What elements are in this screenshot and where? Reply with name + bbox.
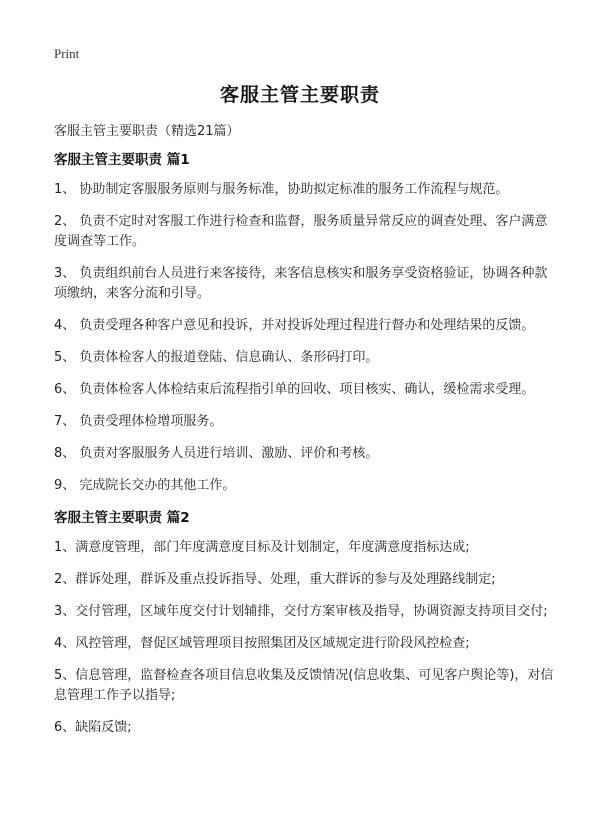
document-title: 客服主管主要职责	[219, 84, 380, 106]
list-item: 3、交付管理，区域年度交付计划辅排，交付方案审核及指导，协调资源支持项目交付;	[54, 604, 548, 619]
list-item: 3、 负责组织前台人员进行来客接待，来客信息核实和服务享受资格验证，协调各种款项缴纳，来客分流和引导。	[54, 266, 548, 301]
document-subtitle: 客服主管主要职责（精选21篇）	[54, 124, 240, 139]
print-label: Print	[54, 46, 80, 61]
section-heading: 客服主管主要职责 篇2	[54, 510, 190, 526]
section-heading: 客服主管主要职责 篇1	[54, 152, 190, 168]
list-item: 9、 完成院长交办的其他工作。	[54, 478, 236, 493]
list-item: 4、 负责受理各种客户意见和投诉，并对投诉处理过程进行督办和处理结果的反馈。	[54, 318, 535, 333]
list-item: 1、满意度管理，部门年度满意度目标及计划制定，年度满意度指标达成;	[54, 540, 470, 555]
list-item: 7、 负责受理体检增项服务。	[54, 414, 223, 429]
list-item: 6、 负责体检客人体检结束后流程指引单的回收、项目核实、确认，缓检需求受理。	[54, 382, 535, 397]
list-item: 2、群诉处理，群诉及重点投诉指导、处理，重大群诉的参与及处理路线制定;	[54, 572, 496, 587]
list-item: 5、信息管理，监督检查各项目信息收集及反馈情况(信息收集、可见客户舆论等)，对信息管理工作予以指导;	[54, 668, 554, 703]
list-item: 5、 负责体检客人的报道登陆、信息确认、条形码打印。	[54, 350, 379, 365]
list-item: 1、 协助制定客服服务原则与服务标准，协助拟定标准的服务工作流程与规范。	[54, 182, 509, 197]
list-item: 8、 负责对客服服务人员进行培训、激励、评价和考核。	[54, 446, 379, 461]
section-1	[54, 150, 554, 496]
list-item: 4、风控管理，督促区域管理项目按照集团及区域规定进行阶段风控检查;	[54, 636, 470, 651]
document-content	[54, 150, 554, 750]
list-item: 6、缺陷反馈;	[54, 720, 132, 735]
section-2	[54, 508, 554, 738]
list-item: 2、 负责不定时对客服工作进行检查和监督，服务质量异常反应的调查处理、客户满意度调查等工作。	[54, 214, 548, 249]
